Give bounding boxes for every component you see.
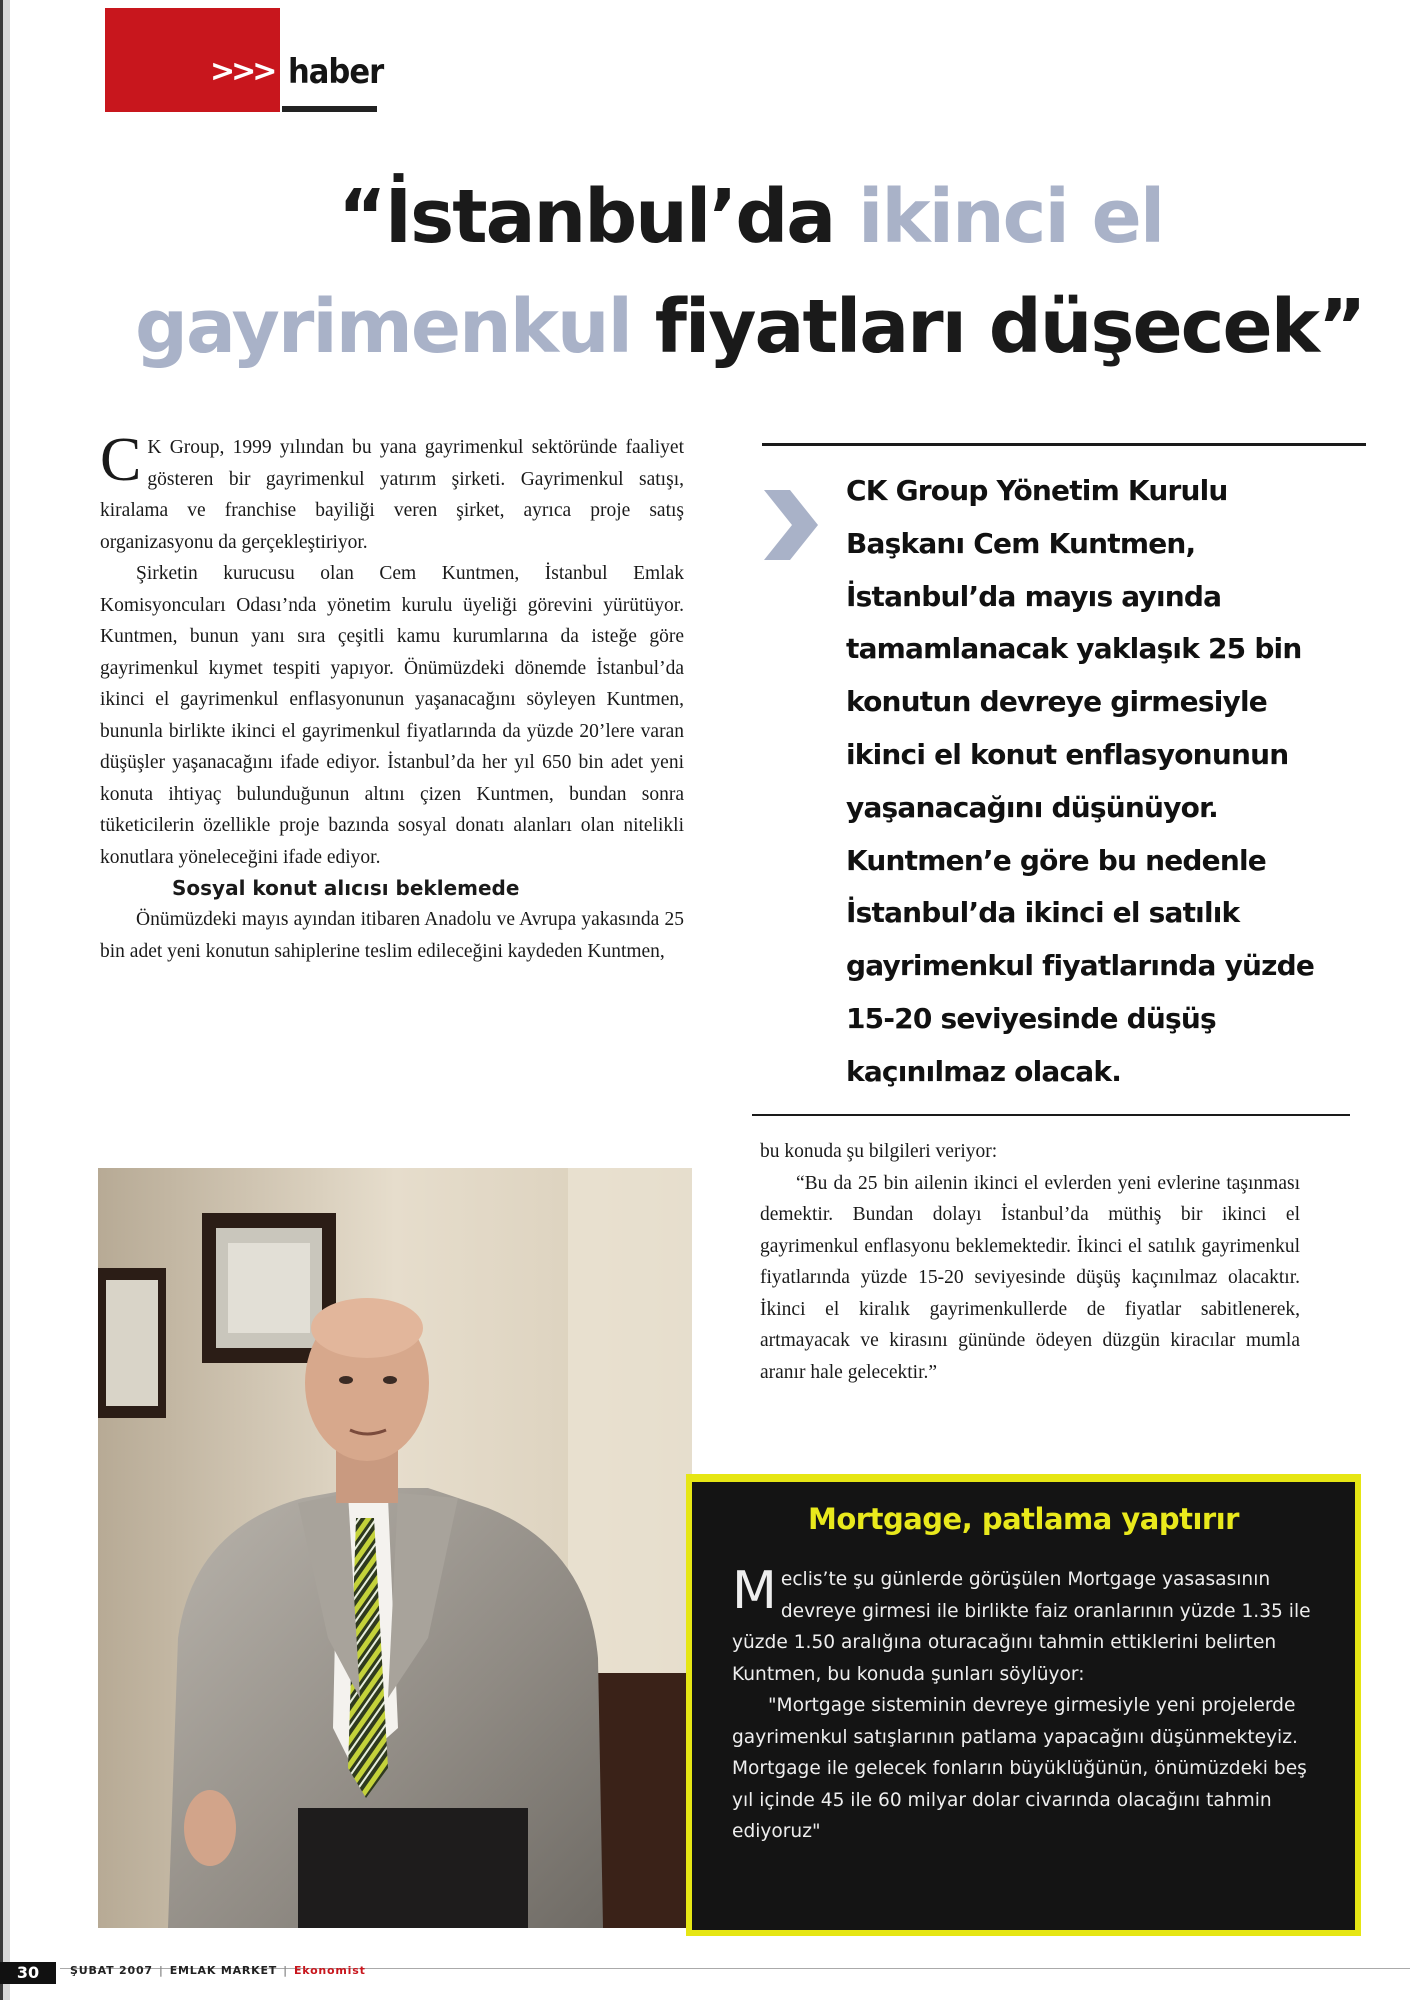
drop-cap: M xyxy=(732,1561,777,1621)
article-paragraph xyxy=(100,426,684,558)
section-underline xyxy=(282,106,377,112)
section-arrows-icon: >>> xyxy=(210,54,274,89)
article-paragraph: Şirketin kurucusu olan Cem Kuntmen, İstanbul Emlak Komisyoncuları Odası’nda yönetim kurulu üyeliği görevini yürütüyor. Kuntmen, bunun yanı sıra çeşitli kamu kurumlarına da isteğe göre gayrimenkul kıymet tespiti yapıyor. Önümüzdeki dönemde İstanbul’da ikinci el gayrimenkul enflasyonunun yaşanacağını söyleyen Kuntmen, bununla birlikte ikinci el gayrimenkul fiyatlarında da yüzde 20’lere varan düşüşler yaşanacağını ifade ediyor. İstanbul’da her yıl 650 bin adet yeni konuta ihtiyaç bulunduğunun altını çizen Kuntmen, bundan sonra tüketicilerin özellikle proje bazında sosyal donatı alanları olan nitelikli konutlara yöneleceğini ifade ediyor. xyxy=(100,563,684,868)
footer-magazine: EMLAK MARKET xyxy=(169,1964,278,1977)
pullquote-line: Kuntmen’e göre bu nedenle xyxy=(846,843,1266,877)
mortgage-box-title: Mortgage, patlama yaptırır xyxy=(808,1502,1239,1536)
mortgage-box-quote: "Mortgage sisteminin devreye girmesiyle yeni projelerde gayrimenkul satışlarının patlama yapacağını düşünmekteyiz. Mortgage ile gelecek fonların büyüklüğünün, önümüzdeki beş yıl içinde 45 ile 60 milyar dolar civarında olacağını tahmin ediyoruz" xyxy=(732,1695,1307,1842)
article-subhead: Sosyal konut alıcısı beklemede xyxy=(172,876,520,900)
mortgage-box-paragraph xyxy=(732,1561,1330,1690)
pullquote-line: CK Group Yönetim Kurulu xyxy=(846,474,1228,507)
section-label: haber xyxy=(282,48,389,96)
headline-line-1 xyxy=(338,172,1163,262)
headline-line-2 xyxy=(135,282,1365,372)
article-paragraph-text: K Group, 1999 yılından bu yana gayrimenkul sektöründe faaliyet gösteren bir gayrimenkul yatırım şirketi. Gayrimenkul satışı, kiralama ve franchise bayiliği veren şirket, ayrıca proje satış organizasyonu da gerçekleştiriyor. xyxy=(100,437,684,553)
headline-dark-part: fiyatları düşecek” xyxy=(654,284,1365,370)
drop-cap: C xyxy=(100,426,142,494)
pullquote-line: İstanbul’da ikinci el satılık xyxy=(846,896,1240,930)
mortgage-box-paragraph-text: eclis’te şu günlerde görüşülen Mortgage yasasasının devreye girmesi ile birlikte faiz oranlarının yüzde 1.35 ile yüzde 1.50 aralığına oturacağını tahmin ettiklerini belirten Kuntmen, bu konuda şunları söylüyor: xyxy=(732,1569,1311,1685)
article-paragraph: bu konuda şu bilgileri veriyor: xyxy=(760,1141,998,1162)
article-column-right xyxy=(760,1136,1300,1388)
pullquote-line: konutun devreye girmesiyle xyxy=(846,685,1267,719)
headline-dark-part: “İstanbul’da xyxy=(338,174,835,260)
pullquote-line: gayrimenkul fiyatlarında yüzde xyxy=(846,949,1315,983)
pullquote-line: 15-20 seviyesinde düşüş xyxy=(846,1001,1216,1035)
pullquote-line: İstanbul’da mayıs ayında xyxy=(846,579,1222,613)
pullquote-top-rule xyxy=(762,443,1366,446)
article-column-left xyxy=(100,426,684,967)
footer-separator: | xyxy=(158,1964,164,1977)
pullquote xyxy=(846,465,1346,1099)
pullquote-line: kaçınılmaz olacak. xyxy=(846,1054,1122,1088)
headline-light-part: gayrimenkul xyxy=(135,284,631,370)
pullquote-line: Başkanı Cem Kuntmen, xyxy=(846,526,1196,560)
headline-light-part: ikinci el xyxy=(858,174,1164,260)
footer-date: ŞUBAT 2007 xyxy=(70,1964,153,1977)
mortgage-box-body xyxy=(732,1561,1330,1848)
footer-credits xyxy=(70,1964,366,1977)
pullquote-line: yaşanacağını düşünüyor. xyxy=(846,790,1218,824)
pullquote-line: tamamlanacak yaklaşık 25 bin xyxy=(846,632,1302,666)
article-paragraph: Önümüzdeki mayıs ayından itibaren Anadolu ve Avrupa yakasında 25 bin adet yeni konutun sahiplerine teslim edileceğini kaydeden Kuntmen, xyxy=(100,909,684,962)
pullquote-bottom-rule xyxy=(752,1114,1350,1116)
pullquote-line: ikinci el konut enflasyonunun xyxy=(846,737,1289,771)
chevron-right-icon xyxy=(760,490,822,560)
portrait-photo xyxy=(98,1168,692,1928)
page-number: 30 xyxy=(0,1962,56,1984)
footer-brand: Ekonomist xyxy=(293,1964,366,1977)
footer-separator: | xyxy=(283,1964,288,1977)
page-edge xyxy=(0,0,3,2000)
article-quote-paragraph: “Bu da 25 bin ailenin ikinci el evlerden yeni evlerine taşınması demektir. Bundan dolayı İstanbul’da müthiş bir ikinci el gayrimenkul enflasyonu beklemektedir. İkinci el satılık gayrimenkul fiyatlarında yüzde 15-20 seviyesinde düşüş kaçınılmaz olacaktır. İkinci el kiralık gayrimenkullerde de fiyatlar sabitlenerek, artmayacak ve kirasını gününde ödeyen düzgün kiracılar mumla aranır hale gelecektir.” xyxy=(760,1172,1300,1383)
